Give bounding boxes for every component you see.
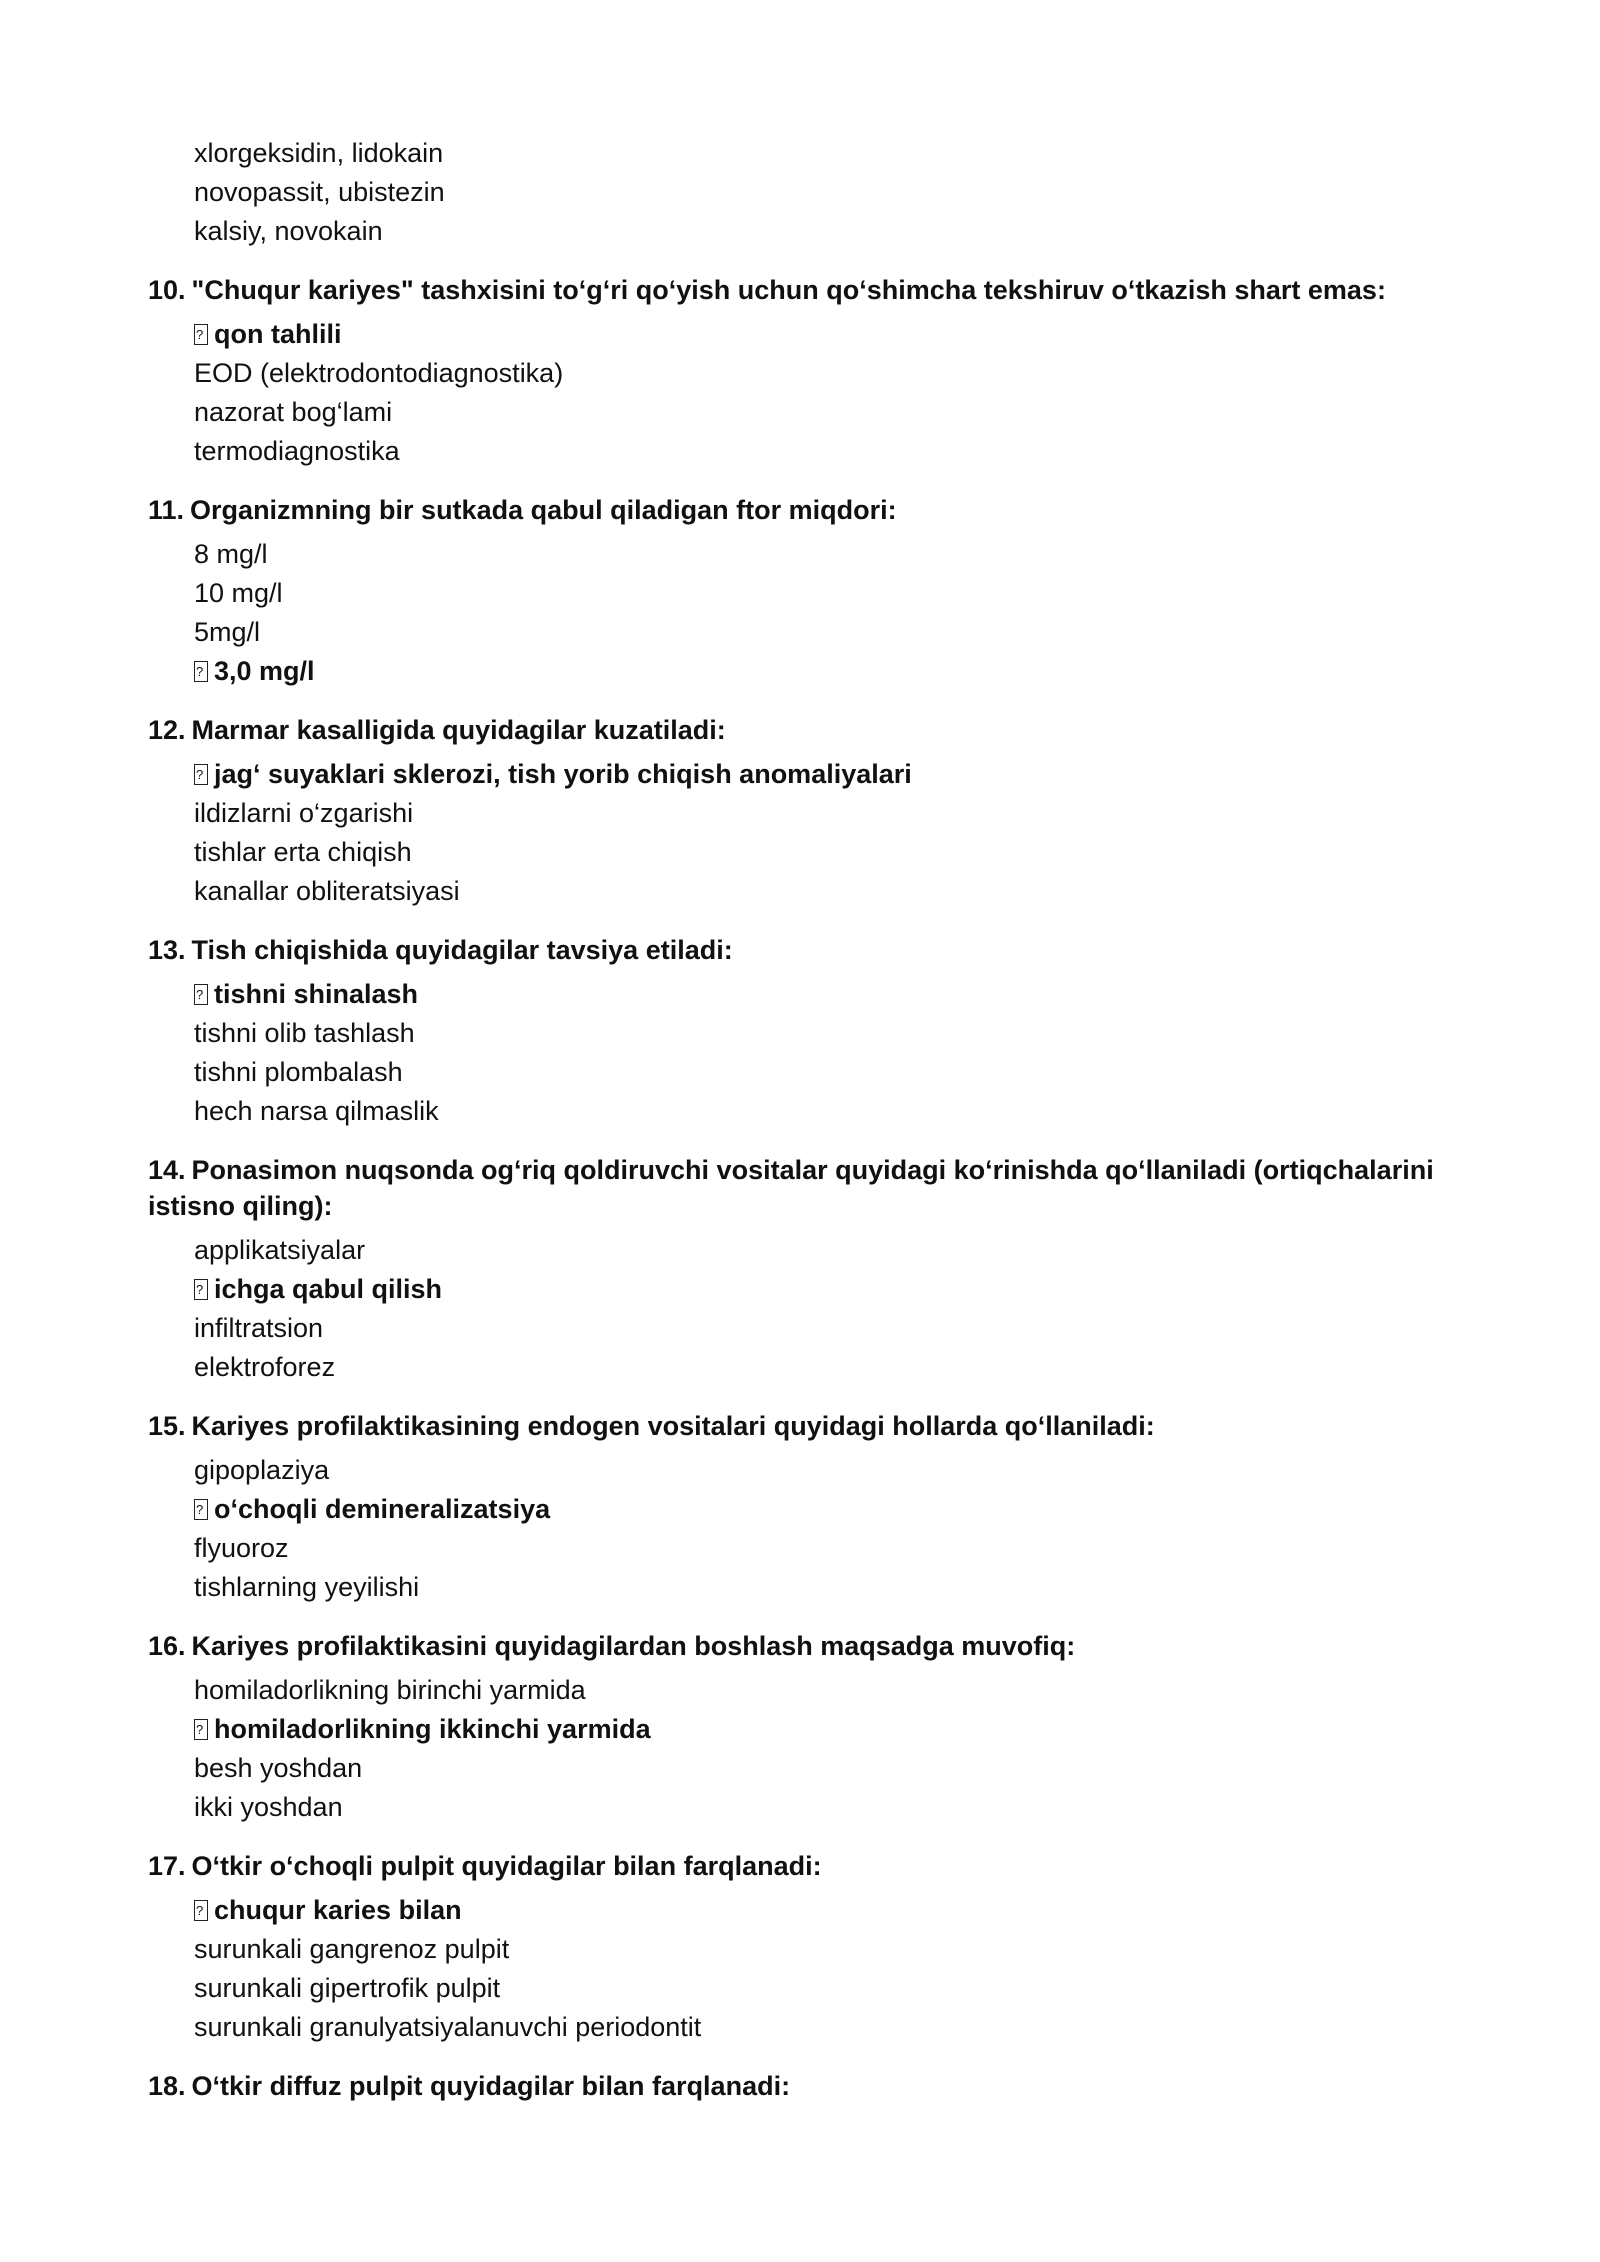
answer-options-list bbox=[194, 755, 1448, 911]
document-page bbox=[148, 134, 1448, 2111]
answer-option-text: besh yoshdan bbox=[194, 1753, 363, 1783]
answer-options-list bbox=[194, 315, 1448, 471]
answer-option-text: 3,0 mg/l bbox=[214, 656, 315, 686]
correct-answer-option bbox=[194, 975, 1448, 1014]
answer-option-text: surunkali gipertrofik pulpit bbox=[194, 1973, 501, 2003]
answer-option-text: 5mg/l bbox=[194, 617, 261, 647]
answer-option bbox=[194, 1788, 1448, 1827]
question-block bbox=[148, 272, 1448, 471]
answer-option-text: elektroforez bbox=[194, 1352, 336, 1382]
checkbox-icon bbox=[194, 764, 208, 785]
correct-answer-option bbox=[194, 315, 1448, 354]
answer-option-text: nazorat bog‘lami bbox=[194, 397, 393, 427]
answer-option bbox=[194, 1749, 1448, 1788]
question-text: O‘tkir o‘choqli pulpit quyidagilar bilan farqlanadi: bbox=[191, 1851, 822, 1881]
answer-option bbox=[194, 833, 1448, 872]
question-block bbox=[148, 1152, 1448, 1387]
answer-option bbox=[194, 1529, 1448, 1568]
correct-answer-option bbox=[194, 1710, 1448, 1749]
answer-option bbox=[194, 1348, 1448, 1387]
answer-option bbox=[194, 1451, 1448, 1490]
question-heading bbox=[148, 1848, 1448, 1884]
checkbox-icon bbox=[194, 1279, 208, 1300]
answer-option-text: surunkali gangrenoz pulpit bbox=[194, 1934, 510, 1964]
answer-option bbox=[194, 1053, 1448, 1092]
answer-option bbox=[194, 2008, 1448, 2047]
question-text: Organizmning bir sutkada qabul qiladigan ftor miqdori: bbox=[190, 495, 897, 525]
checkbox-icon bbox=[194, 984, 208, 1005]
answer-option-text: gipoplaziya bbox=[194, 1455, 330, 1485]
answer-option bbox=[194, 212, 1448, 251]
answer-option-text: chuqur karies bilan bbox=[214, 1895, 462, 1925]
question-heading bbox=[148, 272, 1448, 308]
answer-option-text: o‘choqli demineralizatsiya bbox=[214, 1494, 551, 1524]
answer-option-text: tishlarning yeyilishi bbox=[194, 1572, 420, 1602]
question-number: 11. bbox=[148, 495, 185, 525]
question-heading bbox=[148, 1628, 1448, 1664]
checkbox-icon bbox=[194, 661, 208, 682]
question-number: 13. bbox=[148, 935, 186, 965]
question-block bbox=[148, 1848, 1448, 2047]
answer-option bbox=[194, 872, 1448, 911]
question-heading bbox=[148, 932, 1448, 968]
answer-option bbox=[194, 1309, 1448, 1348]
answer-option-text: jag‘ suyaklari sklerozi, tish yorib chiqish anomaliyalari bbox=[214, 759, 912, 789]
answer-option bbox=[194, 613, 1448, 652]
answer-options-list bbox=[194, 1231, 1448, 1387]
answer-option-text: kanallar obliteratsiyasi bbox=[194, 876, 460, 906]
question-text: O‘tkir diffuz pulpit quyidagilar bilan farqlanadi: bbox=[191, 2071, 791, 2101]
answer-option bbox=[194, 1014, 1448, 1053]
question-number: 15. bbox=[148, 1411, 186, 1441]
question-block bbox=[148, 2068, 1448, 2104]
question-number: 14. bbox=[148, 1155, 186, 1185]
correct-answer-option bbox=[194, 1891, 1448, 1930]
answer-option-text: homiladorlikning birinchi yarmida bbox=[194, 1675, 586, 1705]
answer-options-list bbox=[194, 1671, 1448, 1827]
question-block bbox=[148, 932, 1448, 1131]
checkbox-icon bbox=[194, 1499, 208, 1520]
answer-option bbox=[194, 1231, 1448, 1270]
answer-option bbox=[194, 393, 1448, 432]
question-number: 17. bbox=[148, 1851, 186, 1881]
answer-options-list bbox=[194, 1451, 1448, 1607]
answer-option-text: novopassit, ubistezin bbox=[194, 177, 445, 207]
answer-options-list bbox=[194, 1891, 1448, 2047]
leading-options-list bbox=[194, 134, 1448, 251]
question-block bbox=[148, 712, 1448, 911]
question-text: Kariyes profilaktikasining endogen vositalari quyidagi hollarda qo‘llaniladi: bbox=[191, 1411, 1155, 1441]
answer-option bbox=[194, 134, 1448, 173]
answer-option-text: hech narsa qilmaslik bbox=[194, 1096, 439, 1126]
answer-option-text: flyuoroz bbox=[194, 1533, 289, 1563]
question-heading bbox=[148, 2068, 1448, 2104]
answer-option bbox=[194, 1671, 1448, 1710]
answer-option-text: tishni olib tashlash bbox=[194, 1018, 415, 1048]
question-heading bbox=[148, 1408, 1448, 1444]
answer-option-text: qon tahlili bbox=[214, 319, 342, 349]
answer-option-text: 10 mg/l bbox=[194, 578, 283, 608]
checkbox-icon bbox=[194, 324, 208, 345]
answer-option bbox=[194, 535, 1448, 574]
answer-option-text: tishni plombalash bbox=[194, 1057, 403, 1087]
question-text: "Chuqur kariyes" tashxisini to‘g‘ri qo‘yish uchun qo‘shimcha tekshiruv o‘tkazish shart emas: bbox=[191, 275, 1386, 305]
questions-list bbox=[148, 272, 1448, 2104]
answer-option-text: tishlar erta chiqish bbox=[194, 837, 412, 867]
answer-option-text: ikki yoshdan bbox=[194, 1792, 343, 1822]
correct-answer-option bbox=[194, 755, 1448, 794]
question-text: Tish chiqishida quyidagilar tavsiya etiladi: bbox=[191, 935, 733, 965]
question-heading bbox=[148, 1152, 1448, 1224]
answer-option-text: tishni shinalash bbox=[214, 979, 419, 1009]
correct-answer-option bbox=[194, 1270, 1448, 1309]
question-number: 16. bbox=[148, 1631, 186, 1661]
answer-option-text: kalsiy, novokain bbox=[194, 216, 383, 246]
answer-option-text: surunkali granulyatsiyalanuvchi periodontit bbox=[194, 2012, 702, 2042]
answer-option-text: xlorgeksidin, lidokain bbox=[194, 138, 444, 168]
question-heading bbox=[148, 712, 1448, 748]
answer-option-text: EOD (elektrodontodiagnostika) bbox=[194, 358, 564, 388]
question-text: Ponasimon nuqsonda og‘riq qoldiruvchi vositalar quyidagi ko‘rinishda qo‘llaniladi (ortiqchalarini istisno qiling): bbox=[148, 1155, 1434, 1221]
answer-option bbox=[194, 1930, 1448, 1969]
question-text: Marmar kasalligida quyidagilar kuzatiladi: bbox=[191, 715, 726, 745]
answer-option bbox=[194, 1568, 1448, 1607]
answer-option bbox=[194, 1092, 1448, 1131]
question-number: 10. bbox=[148, 275, 186, 305]
answer-options-list bbox=[194, 975, 1448, 1131]
answer-option bbox=[194, 173, 1448, 212]
question-block bbox=[148, 492, 1448, 691]
answer-option-text: homiladorlikning ikkinchi yarmida bbox=[214, 1714, 651, 1744]
checkbox-icon bbox=[194, 1900, 208, 1921]
answer-option bbox=[194, 354, 1448, 393]
answer-option-text: infiltratsion bbox=[194, 1313, 324, 1343]
correct-answer-option bbox=[194, 652, 1448, 691]
question-block bbox=[148, 1628, 1448, 1827]
answer-option-text: applikatsiyalar bbox=[194, 1235, 366, 1265]
answer-option-text: 8 mg/l bbox=[194, 539, 268, 569]
answer-options-list bbox=[194, 535, 1448, 691]
answer-option bbox=[194, 1969, 1448, 2008]
question-number: 18. bbox=[148, 2071, 186, 2101]
question-number: 12. bbox=[148, 715, 186, 745]
correct-answer-option bbox=[194, 1490, 1448, 1529]
question-block bbox=[148, 1408, 1448, 1607]
answer-option bbox=[194, 432, 1448, 471]
question-heading bbox=[148, 492, 1448, 528]
answer-option-text: ichga qabul qilish bbox=[214, 1274, 443, 1304]
answer-option-text: termodiagnostika bbox=[194, 436, 400, 466]
answer-option-text: ildizlarni o‘zgarishi bbox=[194, 798, 414, 828]
question-text: Kariyes profilaktikasini quyidagilardan boshlash maqsadga muvofiq: bbox=[191, 1631, 1076, 1661]
answer-option bbox=[194, 574, 1448, 613]
checkbox-icon bbox=[194, 1719, 208, 1740]
answer-option bbox=[194, 794, 1448, 833]
